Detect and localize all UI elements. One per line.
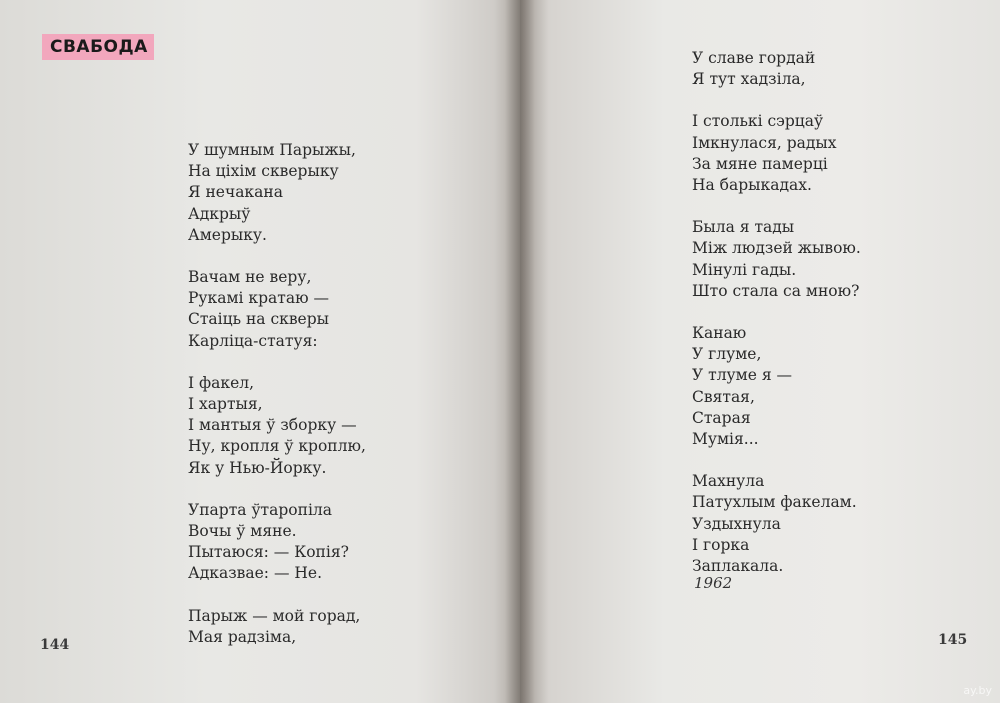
right-verse-block bbox=[692, 48, 861, 598]
stanza bbox=[692, 323, 861, 450]
verse-line: Патухлым факелам. bbox=[692, 493, 857, 512]
verse-line: У славе гордай bbox=[692, 49, 816, 67]
page-number-left: 144 bbox=[40, 637, 70, 653]
verse-line: У глуме, bbox=[692, 345, 762, 364]
stanza bbox=[188, 606, 366, 648]
verse-line: Пытаюся: — Копія? bbox=[188, 543, 349, 562]
verse-line: Заплакала. bbox=[692, 557, 784, 576]
verse-line: Парыж — мой горад, bbox=[188, 606, 361, 625]
verse-line: Вочы ў мяне. bbox=[188, 522, 297, 541]
stanza bbox=[188, 500, 366, 585]
verse-line: Як у Нью-Йорку. bbox=[188, 458, 327, 477]
page-number-right: 145 bbox=[938, 632, 968, 648]
verse-line: Адкрыў bbox=[188, 204, 251, 223]
stanza bbox=[188, 267, 366, 352]
verse-line: Мумія... bbox=[692, 430, 759, 449]
verse-line: Я нечакана bbox=[188, 183, 283, 202]
verse-line: Адказвае: — Не. bbox=[188, 564, 322, 583]
verse-line: Амерыку. bbox=[188, 225, 267, 244]
stanza bbox=[188, 373, 366, 479]
verse-line: І мантыя ў зборку — bbox=[188, 416, 357, 435]
verse-line: Уздыхнула bbox=[692, 514, 781, 533]
verse-line: Я тут хадзіла, bbox=[692, 70, 806, 89]
watermark: ay.by bbox=[963, 684, 992, 697]
verse-line: І столькі сэрцаў bbox=[692, 112, 824, 131]
book-gutter bbox=[505, 0, 535, 703]
verse-line: Махнула bbox=[692, 472, 765, 491]
poem-title: СВАБОДА bbox=[42, 34, 154, 60]
verse-line: На ціхім скверыку bbox=[188, 162, 339, 181]
verse-line: Старая bbox=[692, 408, 751, 427]
stanza bbox=[692, 471, 861, 577]
verse-line: І хартыя, bbox=[188, 395, 263, 414]
verse-line: Упарта ўтаропіла bbox=[188, 500, 333, 519]
verse-line: Была я тады bbox=[692, 218, 795, 237]
verse-line: Імкнулася, радых bbox=[692, 133, 837, 152]
verse-line: Мая радзіма, bbox=[188, 627, 297, 646]
right-page bbox=[520, 0, 1000, 703]
poem-year: 1962 bbox=[694, 574, 733, 592]
verse-line: Святая, bbox=[692, 387, 755, 406]
verse-line: Мінулі гады. bbox=[692, 260, 797, 279]
verse-line: Між людзей жывою. bbox=[692, 239, 861, 258]
verse-line: За мяне памерці bbox=[692, 154, 828, 173]
verse-line: Канаю bbox=[692, 324, 747, 343]
verse-line: Што стала са мною? bbox=[692, 281, 860, 300]
verse-line: У тлуме я — bbox=[692, 366, 793, 385]
stanza bbox=[692, 217, 861, 302]
verse-line: І факел, bbox=[188, 373, 255, 392]
left-verse-block bbox=[188, 140, 366, 669]
verse-line: У шумным Парыжы, bbox=[188, 141, 356, 159]
verse-line: Стаіць на скверы bbox=[188, 310, 329, 329]
verse-line: Вачам не веру, bbox=[188, 268, 312, 287]
stanza bbox=[692, 48, 861, 90]
verse-line: На барыкадах. bbox=[692, 176, 812, 195]
verse-line: Ну, кропля ў кроплю, bbox=[188, 437, 366, 456]
stanza bbox=[188, 140, 366, 246]
verse-line: І горка bbox=[692, 535, 750, 554]
stanza bbox=[692, 111, 861, 196]
verse-line: Карліца-статуя: bbox=[188, 331, 318, 350]
verse-line: Рукамі кратаю — bbox=[188, 289, 330, 308]
